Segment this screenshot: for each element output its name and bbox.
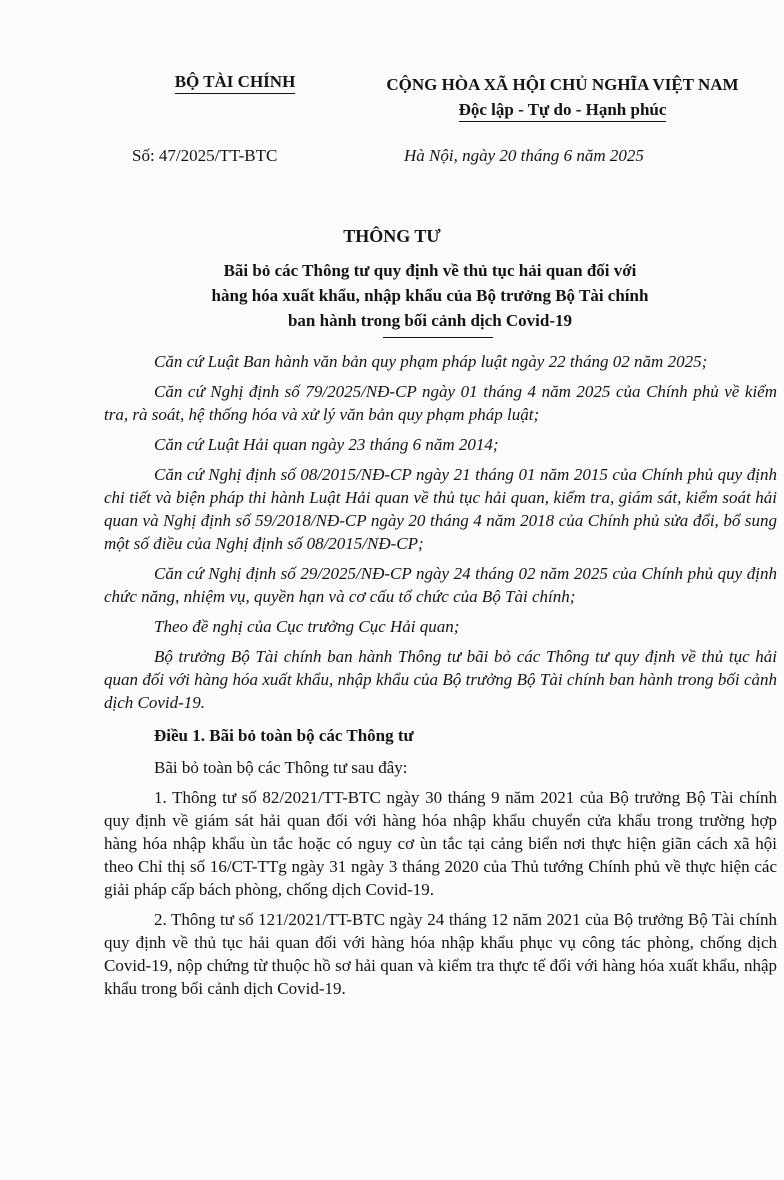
legal-basis-paragraph: Căn cứ Luật Hải quan ngày 23 tháng 6 năm 2014; xyxy=(154,435,499,454)
document-number: Số: 47/2025/TT-BTC xyxy=(132,146,278,165)
legal-basis-paragraph: Căn cứ Nghị định số 29/2025/NĐ-CP ngày 24 tháng 02 năm 2025 của Chính phủ quy định chức năng, nhiệm vụ, quyền hạn và cơ cấu tổ chức của Bộ Tài chính; xyxy=(104,564,777,606)
document-body xyxy=(104,350,777,1007)
issuing-agency xyxy=(150,72,320,94)
nation-name: CỘNG HÒA XÃ HỘI CHỦ NGHĨA VIỆT NAM xyxy=(386,75,739,94)
agency-name: BỘ TÀI CHÍNH xyxy=(175,72,296,94)
document-type: THÔNG TƯ xyxy=(343,226,441,246)
legal-basis-paragraph: Căn cứ Nghị định số 08/2015/NĐ-CP ngày 21 tháng 01 năm 2015 của Chính phủ quy định chi tiết và biện pháp thi hành Luật Hải quan về thủ tục hải quan, kiểm tra, giám sát, kiểm soát hải quan và Nghị định số 59/2018/NĐ-CP ngày 20 tháng 4 năm 2018 của Chính phủ sửa đổi, bổ sung một số điều của Nghị định số 08/2015/NĐ-CP; xyxy=(104,465,777,553)
subject-line: ban hành trong bối cảnh dịch Covid-19 xyxy=(287,311,573,330)
subject-underline xyxy=(383,337,493,338)
place-and-date: Hà Nội, ngày 20 tháng 6 năm 2025 xyxy=(404,146,644,165)
national-title-block xyxy=(350,72,775,122)
document-subject xyxy=(120,258,740,333)
subject-line: hàng hóa xuất khẩu, nhập khẩu của Bộ trưởng Bộ Tài chính xyxy=(211,286,649,305)
legal-basis-paragraph: Căn cứ Luật Ban hành văn bản quy phạm pháp luật ngày 22 tháng 02 năm 2025; xyxy=(154,352,708,371)
promulgation-paragraph: Bộ trưởng Bộ Tài chính ban hành Thông tư bãi bỏ các Thông tư quy định về thủ tục hải quan đối với hàng hóa xuất khẩu, nhập khẩu của Bộ trưởng Bộ Tài chính ban hành trong bối cảnh dịch Covid-19. xyxy=(104,647,777,712)
subject-line: Bãi bỏ các Thông tư quy định về thủ tục hải quan đối với xyxy=(223,261,637,280)
legal-basis-paragraph: Căn cứ Nghị định số 79/2025/NĐ-CP ngày 01 tháng 4 năm 2025 của Chính phủ về kiểm tra, rà soát, hệ thống hóa và xử lý văn bản quy phạm pháp luật; xyxy=(104,382,777,424)
proposal-paragraph: Theo đề nghị của Cục trưởng Cục Hải quan; xyxy=(154,617,460,636)
article-1-item: 2. Thông tư số 121/2021/TT-BTC ngày 24 tháng 12 năm 2021 của Bộ trưởng Bộ Tài chính quy định về thủ tục hải quan đối với hàng hóa nhập khẩu phục vụ công tác phòng, chống dịch Covid-19, nộp chứng từ thuộc hồ sơ hải quan và kiểm tra thực tế đối với hàng hóa xuất khẩu, nhập khẩu trong bối cảnh dịch Covid-19. xyxy=(104,910,777,998)
article-1-heading: Điều 1. Bãi bỏ toàn bộ các Thông tư xyxy=(154,726,414,745)
article-1-intro: Bãi bỏ toàn bộ các Thông tư sau đây: xyxy=(154,758,408,777)
article-1-item: 1. Thông tư số 82/2021/TT-BTC ngày 30 tháng 9 năm 2021 của Bộ trưởng Bộ Tài chính quy định về giám sát hải quan đối với hàng hóa nhập khẩu chuyển cửa khẩu trong trường hợp hàng hóa nhập khẩu ùn tắc hoặc có nguy cơ ùn tắc tại cảng biển nơi thực hiện giãn cách xã hội theo Chỉ thị số 16/CT-TTg ngày 31 ngày 3 tháng 2020 của Thủ tướng Chính phủ về thực hiện các giải pháp cấp bách phòng, chống dịch Covid-19. xyxy=(104,788,777,899)
national-motto: Độc lập - Tự do - Hạnh phúc xyxy=(459,99,667,122)
